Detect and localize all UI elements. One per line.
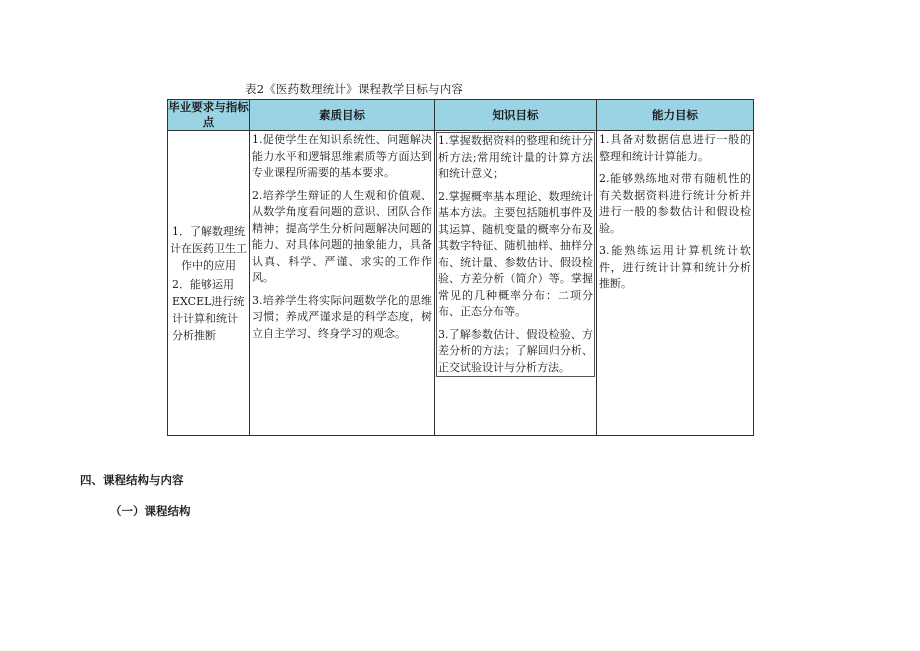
ability-item: 1.具备对数据信息进行一般的整理和统计计算能力。 [599, 133, 751, 163]
quality-item: 1.促使学生在知识系统性、问题解决能力水平和逻辑思维素质等方面达到专业课程所需要的基本要求。 [252, 133, 432, 179]
cell-quality-goals [250, 131, 435, 436]
section-heading: 四、课程结构与内容 [80, 473, 184, 487]
subsection-heading: （一）课程结构 [110, 504, 191, 518]
knowledge-box [436, 132, 595, 377]
ability-item: 3.能熟练运用计算机统计软件，进行统计计算和统计分析推断。 [599, 244, 751, 290]
quality-item: 3.培养学生将实际问题数学化的思维习惯；养成严谨求是的科学态度，树立自主学习、终身学习的观念。 [252, 293, 432, 340]
ability-item: 2.能够熟练地对带有随机性的有关数据资料进行统计分析并进行一般的参数估计和假设检验。 [599, 172, 751, 235]
table-row [168, 131, 754, 436]
knowledge-item: 3.了解参数估计、假设检验、方差分析的方法；了解回归分析、正交试验设计与分析方法。 [438, 327, 593, 374]
objectives-table [167, 99, 754, 436]
cell-ability-goals [597, 131, 754, 436]
header-requirements: 毕业要求与指标点 [168, 100, 249, 129]
requirement-item: 1．了解数理统计在医药卫生工作中的应用 [170, 224, 247, 272]
header-knowledge-goals: 知识目标 [435, 100, 597, 131]
knowledge-item: 1.掌握数据资料的整理和统计分析方法;常用统计量的计算方法和统计意义； [438, 134, 593, 180]
knowledge-item: 2.掌握概率基本理论、数理统计基本方法。主要包括随机事件及其运算、随机变量的概率分布及其数字特征、随机抽样、抽样分布、统计量、参数估计、假设检验、方差分析（简介）等。掌握常见的几种概率分布：二项分布、正态分布等。 [438, 189, 593, 318]
table-header-row [168, 100, 754, 131]
header-ability-goals: 能力目标 [597, 100, 754, 131]
cell-knowledge-goals [435, 131, 597, 436]
quality-item: 2.培养学生辩证的人生观和价值观、从数学角度看问题的意识、团队合作精神；提高学生分析问题解决问题的能力、对具体问题的抽象能力，具备认真、科学、严谨、求实的工作作风。 [252, 188, 432, 284]
requirement-item: 2．能够运用EXCEL进行统计计算和统计分析推断 [172, 277, 245, 342]
header-quality-goals: 素质目标 [250, 100, 435, 131]
cell-requirements [168, 131, 250, 436]
table-caption: 表2《医药数理统计》课程教学目标与内容 [245, 82, 464, 96]
